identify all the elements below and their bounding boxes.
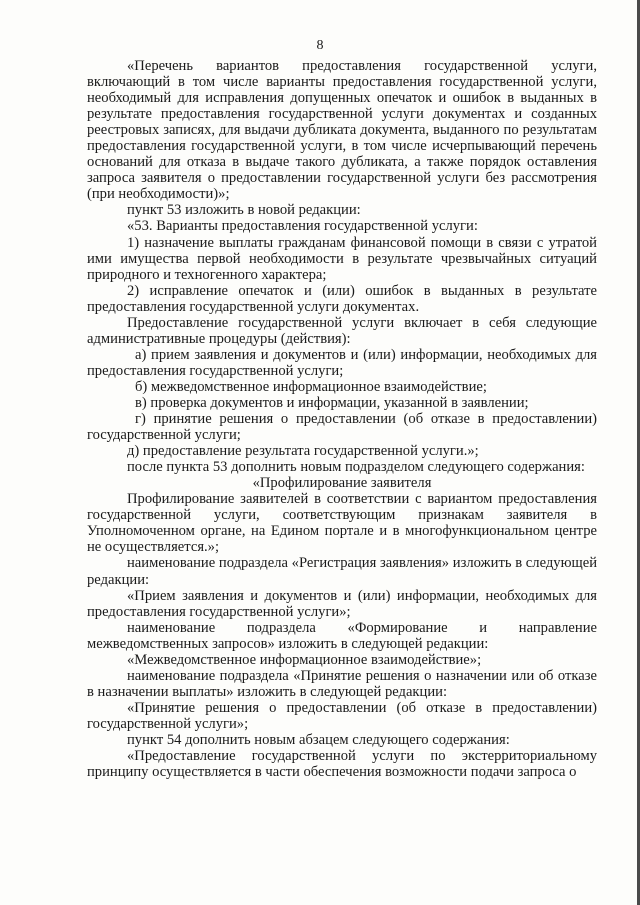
subsection-title-profiling: «Профилирование заявителя: [252, 475, 432, 492]
paragraph-requests-new-title: «Межведомственное информационное взаимодействие»;: [127, 651, 482, 668]
paragraph-item-54-instruction: пункт 54 дополнить новым абзацем следующего содержания:: [127, 731, 510, 748]
paragraph-variant-1: 1) назначение выплаты гражданам финансовой помощи в связи с утратой ими имущества первой необходимости в результате чрезвычайных ситуаций природного и техногенного характера;: [87, 234, 597, 283]
paragraph-variant-2: 2) исправление опечаток и (или) ошибок в выданных в результате предоставления государственной услуги документах.: [87, 282, 597, 315]
paragraph-procedure-g: г) принятие решения о предоставлении (об отказе в предоставлении) государственной услуги;: [87, 411, 597, 444]
paragraph-procedure-d: д) предоставление результата государственной услуги.»;: [127, 443, 479, 460]
paragraph-procedure-a: а) прием заявления и документов и (или) информации, необходимых для предоставления государственной услуги;: [87, 346, 597, 379]
paragraph-after-53: после пункта 53 дополнить новым подразделом следующего содержания:: [127, 459, 585, 476]
paragraph-item-53-instruction: пункт 53 изложить в новой редакции:: [127, 202, 361, 219]
document-body: [87, 58, 597, 780]
paragraph-procedures-intro: Предоставление государственной услуги включает в себя следующие административные процедуры (действия):: [87, 314, 597, 347]
paragraph-rename-requests: наименование подраздела «Формирование и направление межведомственных запросов» изложить в следующей редакции:: [87, 619, 597, 652]
paragraph-rename-registration: наименование подраздела «Регистрация заявления» изложить в следующей редакции:: [87, 555, 597, 588]
paragraph-extraterritorial: «Предоставление государственной услуги по экстерриториальному принципу осуществляется в части обеспечения возможности подачи запроса о: [87, 748, 597, 781]
paragraph-rename-decision: наименование подраздела «Принятие решения о назначении или об отказе в назначении выплаты» изложить в следующей редакции:: [87, 667, 597, 700]
paragraph-item-53-heading: «53. Варианты предоставления государственной услуги:: [127, 218, 478, 235]
paragraph-procedure-b: б) межведомственное информационное взаимодействие;: [135, 378, 487, 395]
paragraph-registration-new-title: «Прием заявления и документов и (или) информации, необходимых для предоставления государственной услуги»;: [87, 587, 597, 620]
paragraph-procedure-v: в) проверка документов и информации, указанной в заявлении;: [135, 394, 529, 411]
paragraph-decision-new-title: «Принятие решения о предоставлении (об отказе в предоставлении) государственной услуги»;: [87, 699, 597, 732]
paragraph-profiling: Профилирование заявителей в соответствии с вариантом предоставления государственной услуги, соответствующим признакам заявителя в Уполномоченном органе, на Едином портале и в многофункциональном центре не осуществляется.»;: [87, 491, 597, 556]
paragraph-services-list-title: «Перечень вариантов предоставления государственной услуги, включающий в том числе варианты предоставления государственной услуги, необходимый для исправления допущенных опечаток и ошибок в выданных в результате предоставления государственной услуги документах и созданных реестровых записях, для выдачи дубликата документа, выданного по результатам предоставления государственной услуги, в том числе исчерпывающий перечень оснований для отказа в выдаче такого дубликата, а также порядок оставления запроса заявителя о предоставлении государственной услуги без рассмотрения (при необходимости)»;: [87, 58, 597, 203]
page-number: 8: [316, 38, 324, 53]
